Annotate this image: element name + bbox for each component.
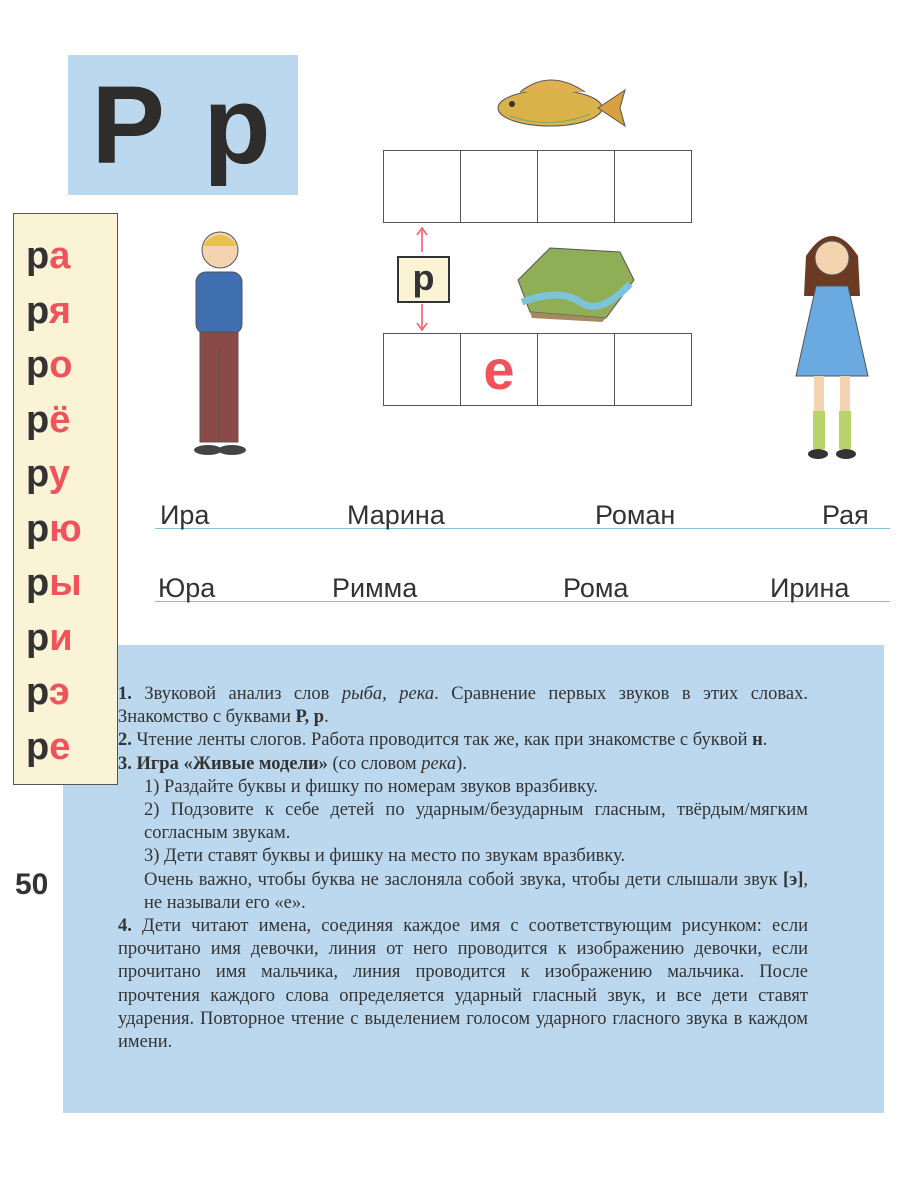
vowel: ю <box>49 507 82 550</box>
syllable <box>26 509 82 549</box>
letter-heading: Р р <box>68 55 298 195</box>
name-word: Юра <box>158 573 216 603</box>
vowel: ё <box>49 398 71 441</box>
page-number: 50 <box>15 868 49 901</box>
syllable <box>26 291 71 331</box>
syllable <box>26 727 70 767</box>
vowel: а <box>49 235 71 277</box>
syllable <box>26 236 70 276</box>
syllable <box>26 400 70 440</box>
sound-cell <box>384 151 461 222</box>
consonant: р <box>26 616 50 659</box>
teacher-notes: 1. Звуковой анализ слов рыба, река. Сравнение первых звуков в этих словах. Знакомство с буквами Р, р. 2. Чтение ленты слогов. Работа проводится так же, как при знакомстве с буквой н. 3. Игра «Живые модели» (со словом река). 1) Раздайте буквы и фишку по номерам звуков вразбивку. 2) Подзовите к себе детей по ударным/безударным гласным, твёрдым/мягким согласным звукам. 3) Дети ставят буквы и фишку на место по звукам вразбивку. Очень важно, чтобы буква не заслоняла собой звука, чтобы дети слышали звук [э], не называли его «е». 4. Дети читают имена, соединяя каждое имя с соответствующим рисунком: если прочитано имя девочки, линия от него проводится к изображению девочки, если прочитано имя мальчика, линия проводится к изображению мальчика. После прочтения каждого слова определяется ударный гласный звук, и все дети ставят ударения. Повторное чтение с выделением голосом ударного гласного звука в каждом имени. <box>118 684 808 1053</box>
consonant: р <box>26 398 50 441</box>
syllable <box>26 563 82 603</box>
vowel: о <box>49 344 73 386</box>
boy-illustration <box>180 228 255 460</box>
vowel: и <box>49 616 73 659</box>
word-scheme-top <box>383 150 692 223</box>
sound-cell <box>615 151 691 222</box>
sound-cell <box>461 151 538 222</box>
consonant: р <box>26 507 50 550</box>
name-word: Рома <box>563 573 629 603</box>
name-word: Марина <box>347 500 445 530</box>
syllable <box>26 618 73 658</box>
name-word: Ирина <box>770 573 850 603</box>
vowel: у <box>48 453 70 495</box>
vowel: ы <box>49 562 82 604</box>
sound-cell <box>384 334 461 405</box>
consonant: р <box>26 344 50 386</box>
vowel: э <box>48 671 70 713</box>
sound-cell <box>538 151 615 222</box>
name-word: Ира <box>160 500 210 530</box>
consonant: р <box>26 562 50 604</box>
writing-line <box>155 528 890 529</box>
consonant: р <box>26 453 49 495</box>
syllable <box>26 345 72 385</box>
name-word: Рая <box>822 500 869 530</box>
letter-card: р <box>397 256 450 303</box>
fish-illustration <box>490 68 630 143</box>
sound-cell <box>615 334 691 405</box>
vowel: я <box>48 289 71 332</box>
name-word: Римма <box>332 573 418 603</box>
consonant: р <box>26 671 49 713</box>
name-word: Роман <box>595 500 676 530</box>
vowel: е <box>49 725 71 768</box>
girl-illustration <box>792 226 872 470</box>
river-illustration <box>510 240 638 322</box>
consonant: р <box>26 289 49 332</box>
syllable <box>26 454 70 494</box>
sound-cell: е <box>461 334 538 405</box>
syllable <box>26 672 70 712</box>
consonant: р <box>26 725 50 768</box>
consonant: р <box>26 235 50 277</box>
sound-cell <box>538 334 615 405</box>
word-scheme-bottom <box>383 333 692 406</box>
